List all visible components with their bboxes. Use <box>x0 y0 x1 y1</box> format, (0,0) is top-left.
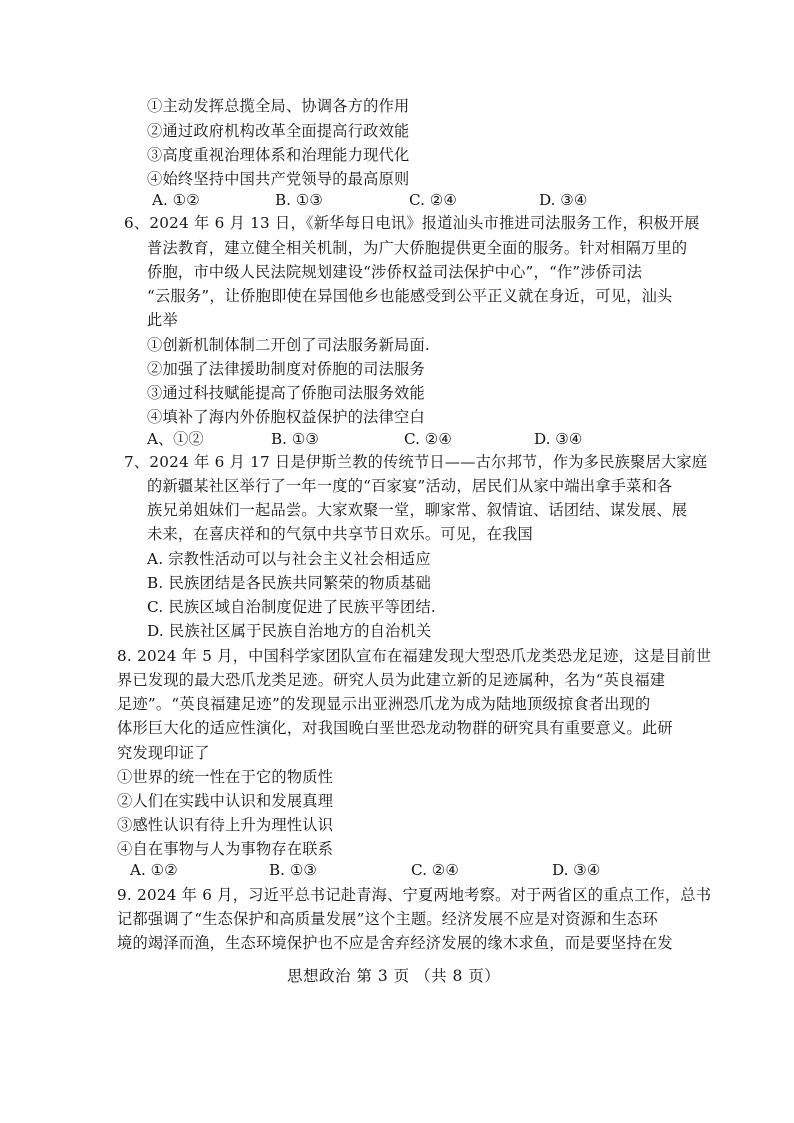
q6-option-d: D. ③④ <box>534 430 583 448</box>
q5-statement-1: ①主动发挥总揽全局、协调各方的作用 <box>147 97 410 115</box>
q5-option-b: B. ①③ <box>275 191 324 209</box>
q8-stem-line-5: 究发现印证了 <box>117 744 210 762</box>
q8-option-a: A. ①② <box>130 861 178 879</box>
q7-stem-line-4: 未来，在喜庆祥和的气氛中共享节日欢乐。可见，在我国 <box>147 525 533 543</box>
q6-option-c: C. ②④ <box>404 430 452 448</box>
q8-option-d: D. ③④ <box>552 861 601 879</box>
q6-stem-line-5: 此举 <box>147 311 178 329</box>
q8-statement-3: ③感性认识有待上升为理性认识 <box>117 816 334 834</box>
q8-option-c: C. ②④ <box>411 861 459 879</box>
q8-statement-2: ②人们在实践中认识和发展真理 <box>117 792 334 810</box>
q6-statement-2: ②加强了法律援助制度对侨胞的司法服务 <box>147 360 425 378</box>
q8-stem-line-1: 8. 2024 年 5 月，中国科学家团队宣布在福建发现大型恐爪龙类恐龙足迹，这是目前世 <box>117 647 712 665</box>
q6-stem-line-3: 侨胞，市中级人民法院规划建设“涉侨权益司法保护中心”，“作”涉侨司法 <box>147 263 643 281</box>
q5-statement-3: ③高度重视治理体系和治理能力现代化 <box>147 146 410 164</box>
q7-option-d: D. 民族社区属于民族自治地方的自治机关 <box>147 622 432 640</box>
q7-stem-line-3: 族兄弟姐妹们一起品尝。大家欢聚一堂，聊家常、叙情谊、话团结、谋发展、展 <box>147 501 688 519</box>
q8-options <box>130 859 630 881</box>
q7-option-a: A. 宗教性活动可以与社会主义社会相适应 <box>147 550 431 568</box>
q5-option-a: A. ①② <box>152 191 200 209</box>
q5-statement-2: ②通过政府机构改革全面提高行政效能 <box>147 122 410 140</box>
q7-option-b: B. 民族团结是各民族共同繁荣的物质基础 <box>147 574 432 592</box>
q7-stem-line-1: 7、2024 年 6 月 17 日是伊斯兰教的传统节日——古尔邦节，作为多民族聚居大家庭 <box>124 453 708 471</box>
q6-option-a: A、①② <box>147 430 204 448</box>
q5-option-d: D. ③④ <box>539 191 588 209</box>
q5-option-c: C. ②④ <box>409 191 457 209</box>
q6-option-b: B. ①③ <box>271 430 320 448</box>
q6-stem-line-4: “云服务”，让侨胞即使在异国他乡也能感受到公平正义就在身近，可见，汕头 <box>147 287 673 305</box>
q6-statement-1: ①创新机制体制二开创了司法服务新局面. <box>147 336 430 354</box>
q6-options <box>147 428 607 450</box>
q6-stem-line-1: 6、2024 年 6 月 13 日，《新华每日电讯》报道汕头市推进司法服务工作，积极开展 <box>124 214 700 232</box>
page-footer: 思想政治 第 3 页 （共 8 页） <box>287 967 501 985</box>
q9-stem-line-3: 境的竭泽而渔，生态环境保护也不应是舍弃经济发展的缘木求鱼，而是要坚持在发 <box>117 934 673 952</box>
q7-option-c: C. 民族区域自治制度促进了民族平等团结. <box>147 598 436 616</box>
q8-statement-4: ④自在事物与人为事物存在联系 <box>117 840 334 858</box>
q9-stem-line-1: 9. 2024 年 6 月，习近平总书记赴青海、宁夏两地考察。对于两省区的重点工作，总书 <box>117 886 712 904</box>
q9-stem-line-2: 记都强调了“生态保护和高质量发展”这个主题。经济发展不应是对资源和生态环 <box>117 910 658 928</box>
q8-stem-line-4: 体形巨大化的适应性演化，对我国晚白垩世恐龙动物群的研究具有重要意义。此研 <box>117 719 673 737</box>
q8-option-b: B. ①③ <box>269 861 318 879</box>
q8-stem-line-2: 界已发现的最大恐爪龙类足迹。研究人员为此建立新的足迹属种，名为“英良福建 <box>117 671 666 689</box>
q5-statement-4: ④始终坚持中国共产党领导的最高原则 <box>147 170 410 188</box>
q6-statement-4: ④填补了海内外侨胞权益保护的法律空白 <box>147 408 425 426</box>
q8-stem-line-3: 足迹”。“英良福建足迹”的发现显示出亚洲恐爪龙为成为陆地顶级掠食者出现的 <box>117 695 651 713</box>
q6-stem-line-2: 普法教育，建立健全相关机制，为广大侨胞提供更全面的服务。针对相隔万里的 <box>147 239 688 257</box>
q7-stem-line-2: 的新疆某社区举行了一年一度的“百家宴”活动，居民们从家中端出拿手菜和各 <box>147 477 673 495</box>
q5-options <box>152 189 612 211</box>
q6-statement-3: ③通过科技赋能提高了侨胞司法服务效能 <box>147 384 425 402</box>
q8-statement-1: ①世界的统一性在于它的物质性 <box>117 768 334 786</box>
